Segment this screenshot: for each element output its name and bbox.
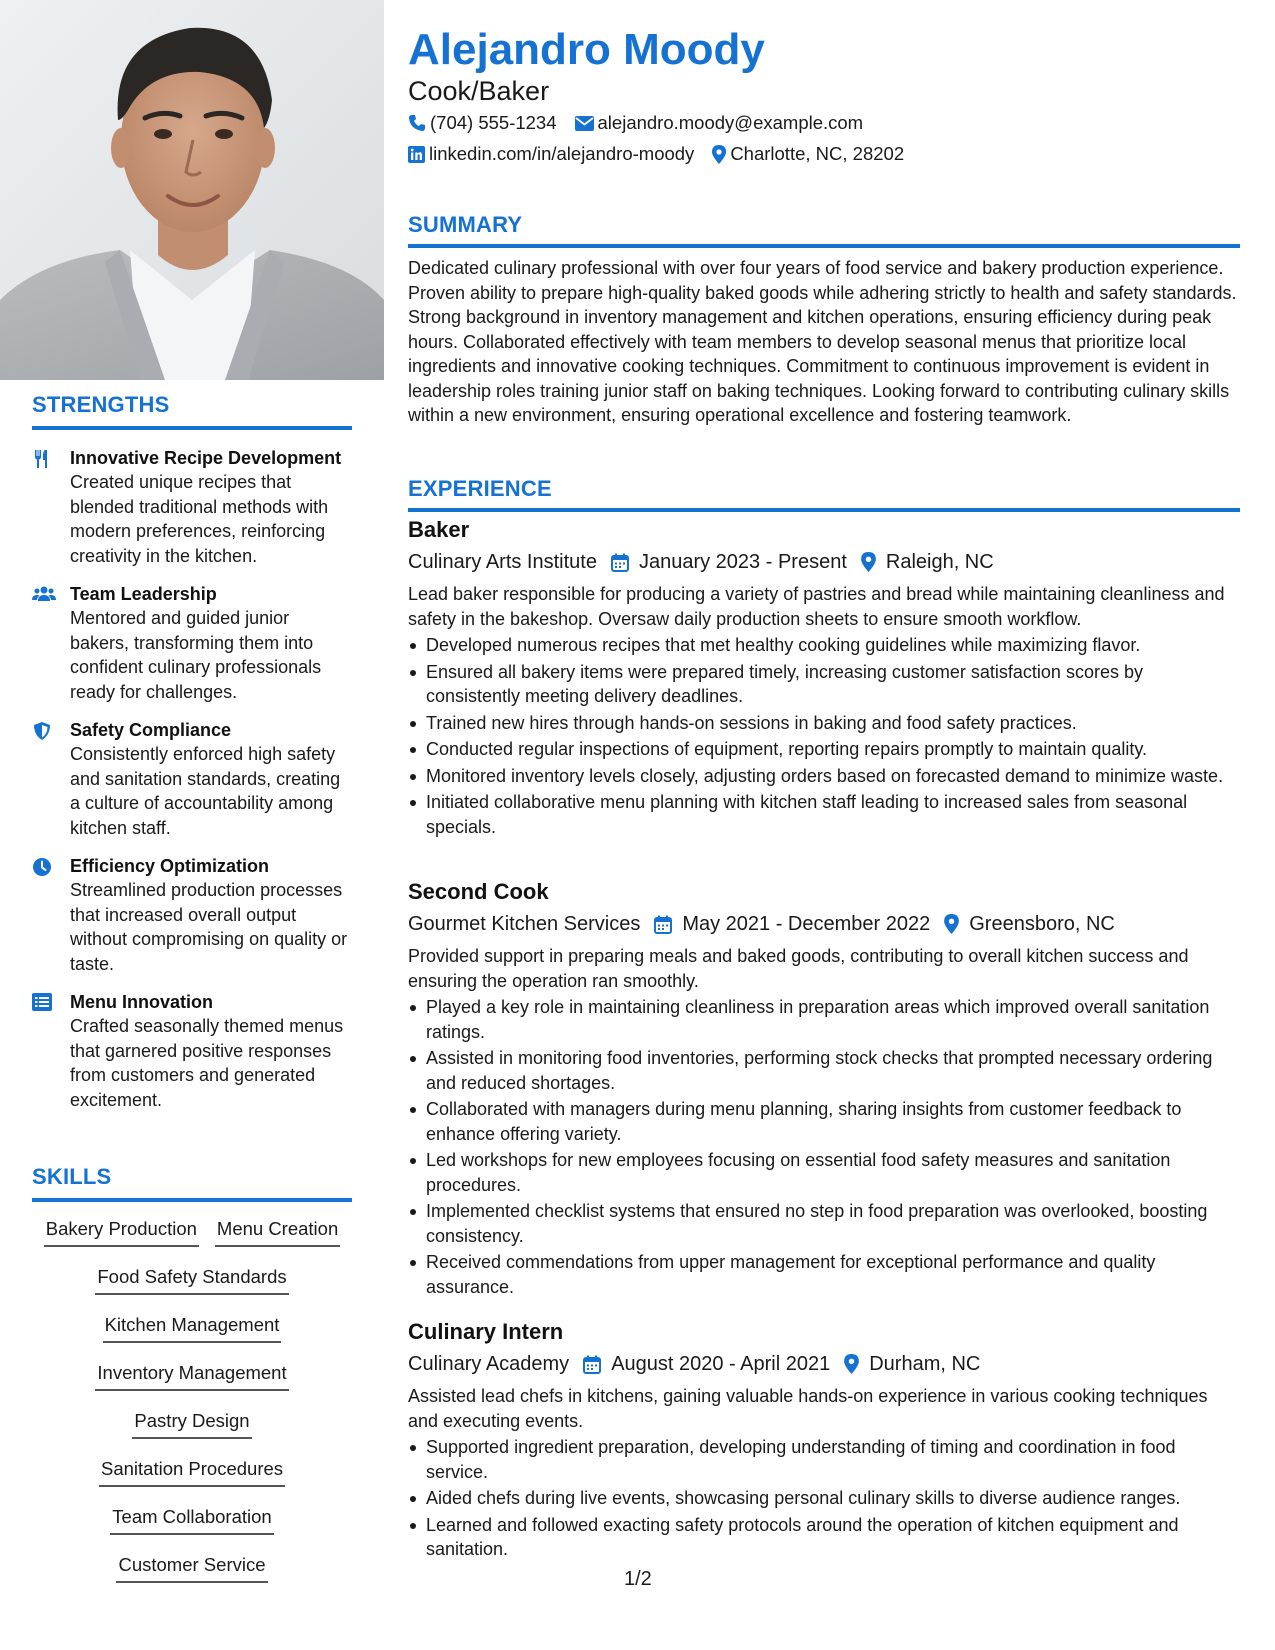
skill-tag: Food Safety Standards — [95, 1264, 288, 1295]
strength-desc: Consistently enforced high safety and sanitation standards, creating a culture of accountability among kitchen staff. — [70, 744, 341, 838]
job-meta — [408, 910, 1240, 938]
bullet-item: Assisted in monitoring food inventories, performing stock checks that prompted necessary ordering and reduced shortages. — [408, 1046, 1240, 1095]
strength-title: Team Leadership — [70, 584, 217, 604]
strength-title: Menu Innovation — [70, 992, 213, 1012]
strengths-section — [32, 392, 352, 1112]
map-pin-icon — [844, 1354, 859, 1374]
calendar-icon — [583, 1355, 601, 1374]
skill-tag: Team Collaboration — [110, 1504, 273, 1535]
job-bullets — [408, 1435, 1240, 1562]
candidate-role: Cook/Baker — [408, 76, 550, 106]
job-company — [408, 910, 640, 938]
job-location — [944, 910, 1115, 938]
phone-text: (704) 555-1234 — [430, 112, 557, 133]
skills-section — [32, 1164, 352, 1600]
strengths-heading: STRENGTHS — [32, 392, 352, 430]
bullet-item: Initiated collaborative menu planning with kitchen staff leading to increased sales from seasonal specials. — [408, 790, 1240, 839]
linkedin-icon — [408, 146, 425, 163]
bullet-item: Developed numerous recipes that met healthy cooking guidelines while maximizing flavor. — [408, 633, 1240, 658]
location-text: Durham, NC — [869, 1353, 981, 1375]
contact-location — [712, 143, 904, 165]
bullet-item: Led workshops for new employees focusing on essential food safety measures and sanitation procedures. — [408, 1148, 1240, 1197]
strength-title: Innovative Recipe Development — [70, 448, 342, 468]
bullet-item: Trained new hires through hands-on sessions in baking and food safety practices. — [408, 711, 1240, 736]
job-entry — [408, 1318, 1240, 1564]
strength-title: Safety Compliance — [70, 720, 232, 740]
bullet-item: Conducted regular inspections of equipment, reporting repairs promptly to maintain quality. — [408, 737, 1240, 762]
candidate-name: Alejandro Moody — [408, 25, 765, 74]
map-pin-icon — [712, 145, 726, 164]
strength-desc: Created unique recipes that blended traditional methods with modern preferences, reinforcing creativity in the kitchen. — [70, 472, 329, 566]
calendar-icon — [654, 915, 672, 934]
strength-item — [32, 718, 352, 840]
summary-text: Dedicated culinary professional with over four years of food service and bakery production experience. Proven ability to prepare high-quality baked goods while adhering strictly to health and safety standards. Strong background in inventory management and kitchen operations, ensuring efficiency during peak hours. Collaborated effectively with team members to develop seasonal menus that prioritize local ingredients and innovative cooking techniques. Commitment to continuous improvement is evident in leadership roles training junior staff on baking techniques. Looking forward to contributing culinary skills within a new environment, ensuring operational excellence and fostering teamwork. — [408, 258, 1237, 425]
contact-linkedin[interactable] — [408, 143, 694, 165]
job-entry — [408, 516, 1240, 841]
left-column — [0, 0, 384, 1650]
contact-phone[interactable] — [408, 112, 557, 134]
profile-photo — [0, 0, 384, 380]
map-pin-icon — [944, 914, 959, 934]
company-text: Culinary Arts Institute — [408, 551, 597, 573]
job-location — [861, 548, 994, 576]
strength-desc: Streamlined production processes that increased overall output without compromising on quality or taste. — [70, 880, 348, 974]
job-description: Provided support in preparing meals and baked goods, contributing to overall kitchen success and ensuring the operation ran smoothly. — [408, 946, 1189, 991]
job-entry — [408, 878, 1240, 1301]
job-title: Culinary Intern — [408, 1319, 564, 1344]
skill-tag: Bakery Production — [44, 1216, 199, 1247]
location-text: Greensboro, NC — [969, 913, 1115, 935]
clock-icon — [32, 854, 70, 976]
list-icon — [32, 990, 70, 1112]
company-text: Culinary Academy — [408, 1353, 570, 1375]
dates-text: August 2020 - April 2021 — [611, 1353, 831, 1375]
job-bullets — [408, 633, 1240, 839]
location-text: Charlotte, NC, 28202 — [730, 143, 905, 164]
bullet-item: Ensured all bakery items were prepared timely, increasing customer satisfaction scores by consistently meeting delivery deadlines. — [408, 660, 1240, 709]
summary-section — [408, 212, 1240, 428]
job-dates — [583, 1350, 830, 1378]
skills-list — [32, 1216, 352, 1600]
strength-desc: Mentored and guided junior bakers, transforming them into confident culinary professionals ready for challenges. — [70, 608, 322, 702]
skill-tag: Menu Creation — [215, 1216, 340, 1247]
strength-item — [32, 990, 352, 1112]
bullet-item: Learned and followed exacting safety protocols around the operation of kitchen equipment and sanitation. — [408, 1513, 1240, 1562]
strength-item — [32, 446, 352, 568]
skill-tag: Customer Service — [116, 1552, 267, 1583]
skill-tag: Sanitation Procedures — [99, 1456, 285, 1487]
shield-icon — [32, 718, 70, 840]
bullet-item: Implemented checklist systems that ensured no step in food preparation was overlooked, boosting consistency. — [408, 1199, 1240, 1248]
map-pin-icon — [861, 552, 876, 572]
bullet-item: Played a key role in maintaining cleanliness in preparation areas which improved overall sanitation ratings. — [408, 995, 1240, 1044]
skill-tag: Inventory Management — [95, 1360, 288, 1391]
job-title: Baker — [408, 517, 470, 542]
job-meta — [408, 548, 1240, 576]
job-meta — [408, 1350, 1240, 1378]
job-dates — [611, 548, 847, 576]
bullet-item: Supported ingredient preparation, developing understanding of timing and coordination in food service. — [408, 1435, 1240, 1484]
job-company — [408, 1350, 569, 1378]
users-icon — [32, 582, 70, 704]
contact-email[interactable] — [575, 112, 864, 134]
company-text: Gourmet Kitchen Services — [408, 913, 641, 935]
calendar-icon — [611, 553, 629, 572]
phone-icon — [408, 114, 426, 132]
job-description: Assisted lead chefs in kitchens, gaining valuable hands-on experience in various cooking techniques and executing events. — [408, 1386, 1208, 1431]
bullet-item: Collaborated with managers during menu planning, sharing insights from customer feedback to enhance offering variety. — [408, 1097, 1240, 1146]
dates-text: January 2023 - Present — [638, 551, 847, 573]
skill-tag: Kitchen Management — [103, 1312, 282, 1343]
job-title: Second Cook — [408, 879, 549, 904]
skills-heading: SKILLS — [32, 1164, 352, 1202]
experience-section — [408, 476, 1240, 512]
experience-heading: EXPERIENCE — [408, 476, 1240, 512]
strength-title: Efficiency Optimization — [70, 856, 270, 876]
strength-desc: Crafted seasonally themed menus that garnered positive responses from customers and generated excitement. — [70, 1016, 344, 1110]
location-text: Raleigh, NC — [885, 551, 994, 573]
job-location — [844, 1350, 980, 1378]
email-text: alejandro.moody@example.com — [597, 112, 864, 133]
linkedin-text: linkedin.com/in/alejandro-moody — [429, 143, 695, 164]
bullet-item: Aided chefs during live events, showcasing personal culinary skills to diverse audience ranges. — [408, 1486, 1240, 1511]
strength-item — [32, 582, 352, 704]
job-description: Lead baker responsible for producing a variety of pastries and bread while maintaining cleanliness and safety in the bakeshop. Oversaw daily production sheets to ensure smooth workflow. — [408, 584, 1225, 629]
summary-heading: SUMMARY — [408, 212, 1240, 248]
envelope-icon — [575, 116, 594, 131]
bullet-item: Received commendations from upper management for exceptional performance and quality assurance. — [408, 1250, 1240, 1299]
contact-row-1 — [408, 112, 881, 134]
job-company — [408, 548, 597, 576]
strength-item — [32, 854, 352, 976]
job-dates — [654, 910, 930, 938]
skill-tag: Pastry Design — [132, 1408, 251, 1439]
job-bullets — [408, 995, 1240, 1299]
dates-text: May 2021 - December 2022 — [682, 913, 931, 935]
page-number: 1/2 — [624, 1568, 652, 1590]
contact-row-2 — [408, 143, 922, 165]
bullet-item: Monitored inventory levels closely, adjusting orders based on forecasted demand to minimize waste. — [408, 764, 1240, 789]
utensils-icon — [32, 446, 70, 568]
